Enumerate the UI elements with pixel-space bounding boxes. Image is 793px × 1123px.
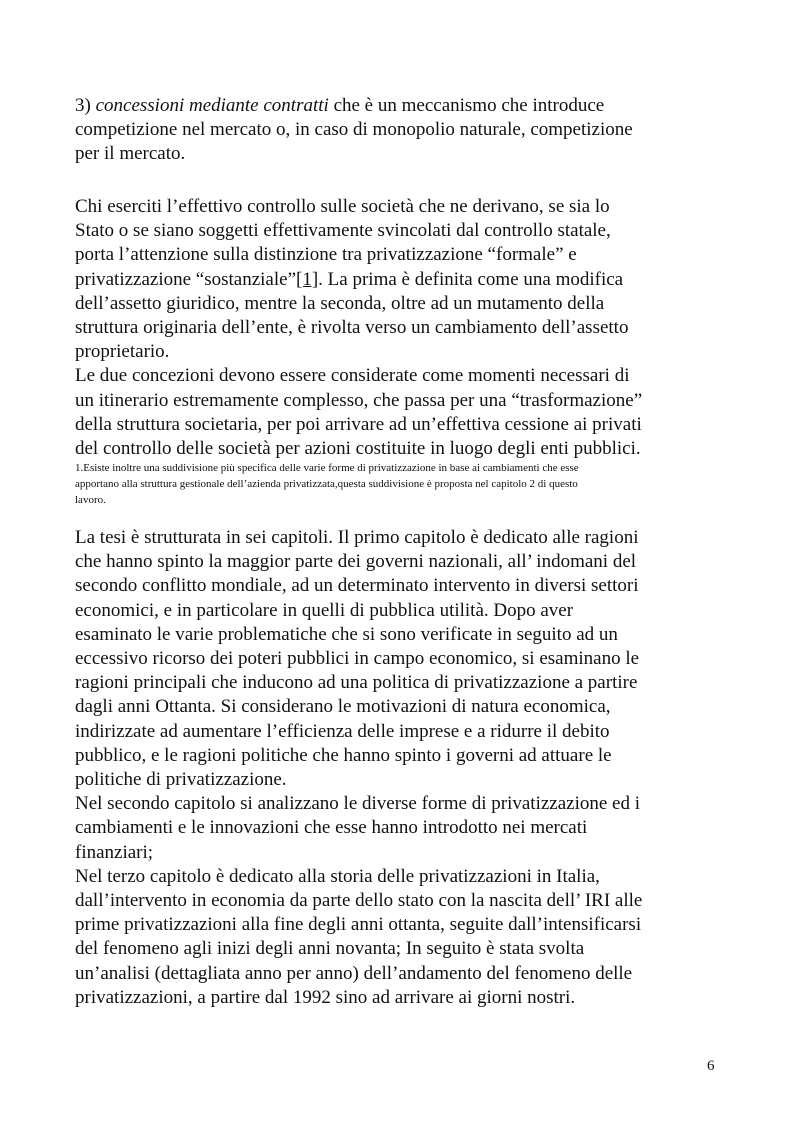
text-line: che hanno spinto la maggior parte dei governi nazionali, all’ indomani del [75, 551, 637, 573]
text-line: dell’assetto giuridico, mentre la seconda, oltre ad un mutamento della [75, 292, 605, 314]
text-segment: . La prima è definita come una modifica [318, 268, 624, 290]
text-line: dagli anni Ottanta. Si considerano le motivazioni di natura economica, [75, 696, 611, 718]
paragraph-item-3 [75, 94, 735, 167]
text-line: Stato o se siano soggetti effettivamente svincolati dal controllo statale, [75, 220, 611, 242]
text-line: Le due concezioni devono essere considerate come momenti necessari di [75, 365, 630, 387]
text-line: competizione nel mercato o, in caso di monopolio naturale, competizione [75, 119, 633, 141]
page-number: 6 [707, 1058, 715, 1074]
text-line: del controllo delle società per azioni costituite in luogo degli enti pubblici. [75, 438, 641, 460]
item-term: concessioni mediante contratti [95, 95, 329, 116]
text-line: porta l’attenzione sulla distinzione tra privatizzazione “formale” e [75, 244, 577, 266]
text-line: eccessivo ricorso dei poteri pubblici in campo economico, si esaminano le [75, 648, 640, 670]
text-segment: privatizzazione “sostanziale” [75, 268, 297, 290]
text-line: esaminato le varie problematiche che si sono verificate in seguito ad un [75, 623, 618, 645]
text-line: un itinerario estremamente complesso, che passa per una “trasformazione” [75, 389, 643, 411]
text-line: privatizzazioni, a partire dal 1992 sino ad arrivare ai giorni nostri. [75, 986, 576, 1008]
text-line: del fenomeno agli inizi degli anni novanta; In seguito è stata svolta [75, 938, 585, 960]
footnote-line: 1.Esiste inoltre una suddivisione più specifica delle varie forme di privatizzazione in base ai cambiamenti che esse [75, 462, 579, 474]
paragraph-control [75, 195, 735, 461]
footnote-line: apportano alla struttura gestionale dell’azienda privatizzata,questa suddivisione è proposta nel capitolo 2 di questo [75, 478, 578, 490]
text-line: prime privatizzazioni alla fine degli anni ottanta, seguite dall’intensificarsi [75, 914, 642, 936]
text-line: ragioni principali che inducono ad una politica di privatizzazione a partire [75, 672, 638, 694]
text-line: per il mercato. [75, 143, 186, 165]
text-line: struttura originaria dell’ente, è rivolta verso un cambiamento dell’assetto [75, 317, 629, 339]
text-line: proprietario. [75, 341, 170, 363]
text-line: un’analisi (dettagliata anno per anno) dell’andamento del fenomeno delle [75, 962, 633, 984]
text-line: indirizzate ad aumentare l’efficienza delle imprese e a ridurre il debito [75, 720, 610, 742]
text-line: finanziari; [75, 841, 154, 863]
footnote-line: lavoro. [75, 494, 106, 506]
footnote-reference-link[interactable]: [1] [296, 268, 319, 290]
text-line: pubblico, e le ragioni politiche che hanno spinto i governi ad attuare le [75, 744, 612, 766]
text-line: secondo conflitto mondiale, ad un determinato intervento in diversi settori [75, 575, 639, 597]
text-line: economici, e in particolare in quelli di pubblica utilità. Dopo aver [75, 599, 574, 621]
text-line: Nel terzo capitolo è dedicato alla storia delle privatizzazioni in Italia, [75, 865, 600, 887]
text-line: politiche di privatizzazione. [75, 769, 287, 791]
text-line: dall’intervento in economia da parte dello stato con la nascita dell’ IRI alle [75, 890, 643, 912]
text-line: Chi eserciti l’effettivo controllo sulle società che ne derivano, se sia lo [75, 196, 610, 217]
text-line: La tesi è strutturata in sei capitoli. Il primo capitolo è dedicato alle ragioni [75, 527, 639, 548]
text-line [75, 268, 735, 292]
paragraph-thesis [75, 526, 735, 1010]
item-number: 3) [75, 95, 96, 116]
footnote [75, 460, 735, 508]
text-line: cambiamenti e le innovazioni che esse hanno introdotto nei mercati [75, 817, 588, 839]
text-line: Nel secondo capitolo si analizzano le diverse forme di privatizzazione ed i [75, 793, 641, 815]
text-line: della struttura societaria, per poi arrivare ad un’effettiva cessione ai privati [75, 413, 642, 435]
text-line [75, 94, 735, 118]
item-line1-rest: che è un meccanismo che introduce [328, 95, 605, 116]
